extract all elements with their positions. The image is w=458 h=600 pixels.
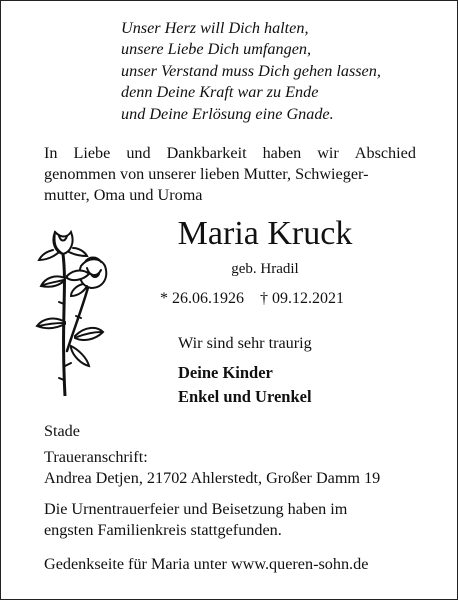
memorial-line: Gedenkseite für Maria unter www.queren-sohn.de <box>44 555 369 573</box>
mourning-line: Wir sind sehr traurig <box>178 334 312 352</box>
mourners <box>178 361 312 409</box>
place: Stade <box>44 422 80 440</box>
mourners-line-2: Enkel und Urenkel <box>178 387 312 406</box>
poem-line: Unser Herz will Dich halten, <box>121 19 309 37</box>
intro-text <box>44 143 416 206</box>
ceremony-line-2: engsten Familienkreis stattgefunden. <box>44 521 282 539</box>
intro-line-2: genommen von unserer lieben Mutter, Schwieger- <box>44 165 369 183</box>
poem <box>121 18 441 125</box>
poem-line: unser Verstand muss Dich gehen lassen, <box>121 61 381 80</box>
poem-line: denn Deine Kraft war zu Ende <box>121 83 319 102</box>
maiden-name: geb. Hradil <box>231 261 299 277</box>
rose-icon <box>31 226 127 396</box>
ceremony-line-1: Die Urnentrauerfeier und Beisetzung haben im <box>44 500 348 518</box>
mourners-line-1: Deine Kinder <box>178 363 273 382</box>
life-dates <box>160 290 380 308</box>
intro-word: haben <box>262 144 302 162</box>
address-label: Traueranschrift: <box>44 448 148 466</box>
poem-line: unsere Liebe Dich umfangen, <box>121 40 312 59</box>
intro-word: und <box>126 144 151 162</box>
deceased-name: Maria Kruck <box>177 215 353 252</box>
intro-line-1 <box>44 143 416 164</box>
death-date: † 09.12.2021 <box>260 290 344 307</box>
intro-word: wir <box>317 144 339 162</box>
poem-line: und Deine Erlösung eine Gnade. <box>121 104 334 123</box>
intro-word: Dankbarkeit <box>166 144 247 162</box>
intro-line-3: mutter, Oma und Uroma <box>44 186 203 204</box>
intro-word: Liebe <box>73 144 111 162</box>
intro-word: Abschied <box>354 144 416 162</box>
intro-word: In <box>44 144 58 162</box>
address: Andrea Detjen, 21702 Ahlerstedt, Großer Damm 19 <box>44 469 381 487</box>
birth-date: * 26.06.1926 <box>160 290 244 307</box>
